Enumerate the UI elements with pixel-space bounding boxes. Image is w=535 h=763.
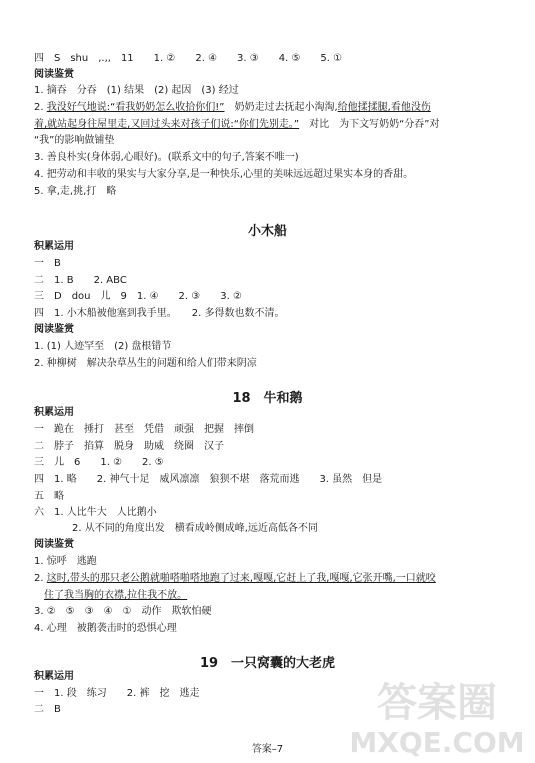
answer-line: 一 跪在 捶打 甚至 凭借 顽强 把握 摔倒 <box>34 424 254 435</box>
lesson-title: 18 牛和鹅 <box>232 391 303 406</box>
page-number: 答案–7 <box>251 744 284 755</box>
section-heading: 积累运用 <box>34 671 74 682</box>
answer-line: 3. 善良朴实(身体弱,心眼好)。(联系文中的句子,答案不唯一) <box>34 152 299 163</box>
answer-line <box>34 572 436 586</box>
answer-line: “我”的影响做铺垫 <box>34 135 115 146</box>
answer-text: 奶奶走过去抚起小淘淘, <box>224 102 338 113</box>
answer-line: 五 略 <box>34 491 64 502</box>
section-heading: 积累运用 <box>34 241 74 252</box>
answer-line: 二 脖子 掐算 脱身 助威 绕圈 汉子 <box>34 441 224 452</box>
answer-line: 一 B <box>34 258 61 269</box>
answer-line: 四 1. 略 2. 神气十足 威风凛凛 狼狈不堪 落荒而逃 3. 虽然 但是 <box>34 474 383 485</box>
lesson-title: 小木船 <box>247 224 287 239</box>
answer-line: 1. 摘吞 分吞 (1) 结果 (2) 起因 (3) 经过 <box>34 85 239 96</box>
answer-line: 1. (1) 人迹罕至 (2) 盘根错节 <box>34 341 172 352</box>
answer-line: 2. 从不同的角度出发 横看成岭侧成峰,远近高低各不同 <box>72 523 318 534</box>
section-heading: 阅读鉴赏 <box>34 539 74 550</box>
section-heading: 阅读鉴赏 <box>34 324 74 335</box>
underlined-quote: 住了我当胸的衣襟,拉住我不放。 <box>44 590 188 601</box>
underlined-quote: 这时,带头的那只老公鹅就啪嗒啪嗒地跑了过来,嘎嘎,它赶上了我,嘎嘎,它张开嘴,一口就咬 <box>46 573 436 584</box>
answer-line <box>34 101 431 115</box>
answer-line: 二 1. B 2. ABC <box>34 275 127 286</box>
section-heading: 阅读鉴赏 <box>34 69 74 80</box>
answer-line <box>44 589 187 603</box>
answer-number: 2. <box>34 573 47 584</box>
answer-line: 一 1. 段 练习 2. 裤 挖 逃走 <box>34 688 200 699</box>
underlined-quote: 着,就站起身往屋里走,又回过头来对孩子们说:“你们先别走。” <box>34 119 300 130</box>
watermark-logo <box>347 668 527 760</box>
answer-line <box>34 118 439 132</box>
answer-line: 三 D dou 儿 9 1. ④ 2. ③ 3. ② <box>34 291 242 302</box>
answer-line: 六 1. 人比牛大 人比鹅小 <box>34 507 157 518</box>
section-heading: 积累运用 <box>34 407 74 418</box>
answer-line: 三 儿 6 1. ② 2. ⑤ <box>34 457 164 468</box>
watermark-url: MXQE.COM <box>349 726 525 759</box>
answer-line: 四 S shu ,.,, 11 1. ② 2. ④ 3. ③ 4. ⑤ 5. ① <box>34 53 343 64</box>
answer-text: 对比 为下文写奶奶“分吞”对 <box>299 119 440 130</box>
answer-line: 4. 把劳动和丰收的果实与大家分享,是一种快乐,心里的美味远远超过果实本身的香甜。 <box>34 169 414 180</box>
answer-line: 5. 拿,走,挑,打 略 <box>34 186 117 197</box>
lesson-title: 19 一只窝囊的大老虎 <box>199 656 336 671</box>
answer-number: 2. <box>34 102 47 113</box>
underlined-quote: 给他揉揉腿,看他没伤 <box>337 102 431 113</box>
answer-line: 3. ② ⑤ ③ ④ ① 动作 欺软怕硬 <box>34 606 212 617</box>
answer-line: 二 B <box>34 704 61 715</box>
answer-line: 1. 惊呼 逃跑 <box>34 556 97 567</box>
underlined-quote: 我没好气地说:“看我奶奶怎么收拾你们!” <box>46 102 225 113</box>
answer-line: 四 1. 小木船被他塞到我手里。 2. 多得数也数不清。 <box>34 308 285 319</box>
watermark-text: 答案圈 <box>377 680 497 726</box>
answer-line: 2. 种柳树 解决杂草丛生的问题和给人们带来阴凉 <box>34 358 257 369</box>
answer-line: 4. 心理 被鹅袭击时的恐惧心理 <box>34 623 177 634</box>
